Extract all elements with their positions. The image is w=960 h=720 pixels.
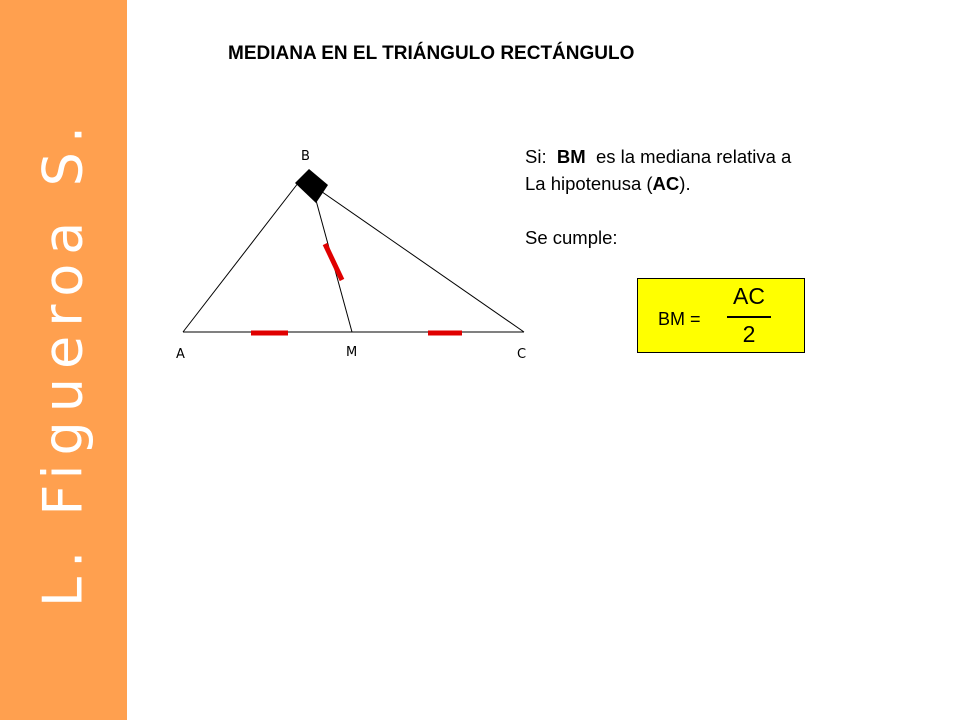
si-label: Si: [525,146,547,167]
formula-lhs: BM = [658,309,701,329]
side-bc [302,178,524,332]
description-line-2 [525,170,885,197]
fraction-bar [727,316,771,318]
median-definition: es la mediana relativa a [595,146,792,167]
description-line-1 [525,143,885,170]
formula-denominator: 2 [742,321,756,347]
point-label-c: C [517,347,527,362]
formula-box [637,278,805,353]
side-ab [183,178,302,332]
page-title: MEDIANA EN EL TRIÁNGULO RECTÁNGULO [228,43,635,64]
formula-numerator: AC [733,283,765,309]
author-name: L. Figueroa S. [31,116,95,608]
point-label-m: M [346,345,358,360]
description-text [525,143,885,251]
hypotenuse-label: La hipotenusa ( [525,173,653,194]
hypotenuse-name: AC [652,173,680,194]
right-angle-marker [295,169,328,203]
point-label-b: B [301,149,310,164]
median-name: BM [556,146,586,167]
description-line-3: Se cumple: [525,227,618,248]
point-label-a: A [176,347,185,362]
tick-bm [325,244,342,280]
closing-paren: ). [679,173,691,194]
